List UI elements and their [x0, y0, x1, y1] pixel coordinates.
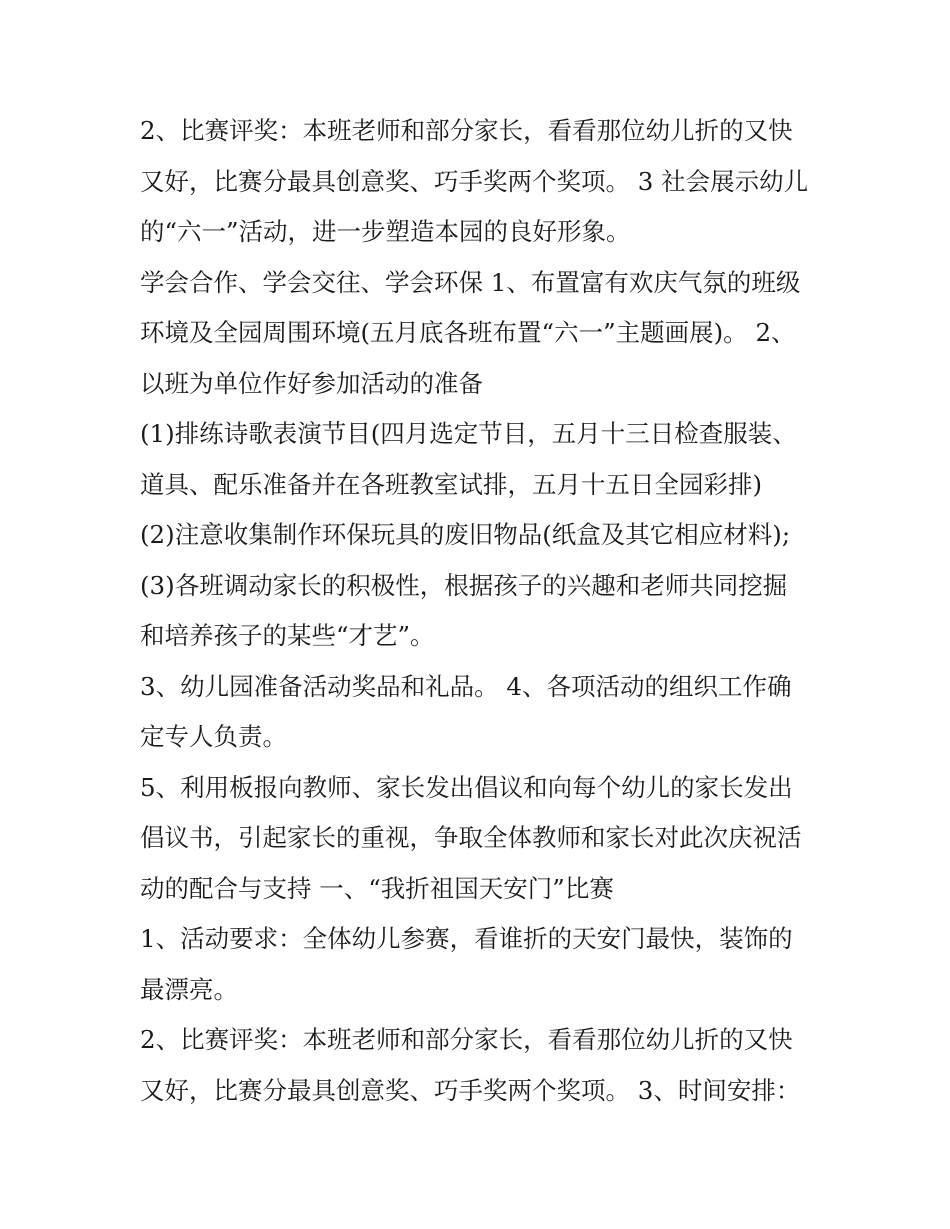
- text-line: 3、幼儿园准备活动奖品和礼品。 4、各项活动的组织工作确: [140, 671, 792, 701]
- text-line: 2、比赛评奖：本班老师和部分家长，看看那位幼儿折的又快: [140, 116, 793, 145]
- document-body: [140, 106, 820, 1116]
- text-line: 5、利用板报向教师、家长发出倡议和向每个幼儿的家长发出: [140, 772, 793, 802]
- text-line: 学会合作、学会交往、学会环保 1、布置富有欢庆气氛的班级: [140, 267, 801, 297]
- text-line: 2、比赛评奖：本班老师和部分家长，看看那位幼儿折的又快: [140, 1025, 793, 1054]
- text-line: 最漂亮。: [140, 974, 238, 1004]
- text-line: (3)各班调动家长的积极性，根据孩子的兴趣和老师共同挖掘: [140, 570, 788, 600]
- text-line: 环境及全园周围环境(五月底各班布置“六一”主题画展)。 2、: [140, 318, 796, 347]
- text-line: 以班为单位作好参加活动的准备: [140, 368, 483, 398]
- text-line: 又好，比赛分最具创意奖、巧手奖两个奖项。 3、时间安排：: [140, 1075, 801, 1105]
- text-line: 的“六一”活动，进一步塑造本园的良好形象。: [140, 217, 631, 246]
- text-line: 又好，比赛分最具创意奖、巧手奖两个奖项。 3 社会展示幼儿: [140, 166, 809, 196]
- text-line: 和培养孩子的某些“才艺”。: [140, 621, 435, 650]
- text-line: 倡议书，引起家长的重视，争取全体教师和家长对此次庆祝活: [140, 823, 802, 852]
- text-line: (2)注意收集制作环保玩具的废旧物品(纸盒及其它相应材料);: [140, 520, 791, 549]
- text-line: 动的配合与支持 一、“我折祖国天安门”比赛: [140, 873, 614, 903]
- text-line: 道具、配乐准备并在各班教室试排，五月十五日全园彩排): [140, 469, 763, 499]
- text-line: (1)排练诗歌表演节目(四月选定节目，五月十三日检查服装、: [140, 419, 797, 448]
- text-line: 定专人负责。: [140, 722, 287, 751]
- text-line: 1、活动要求：全体幼儿参赛，看谁折的天安门最快，装饰的: [140, 924, 793, 953]
